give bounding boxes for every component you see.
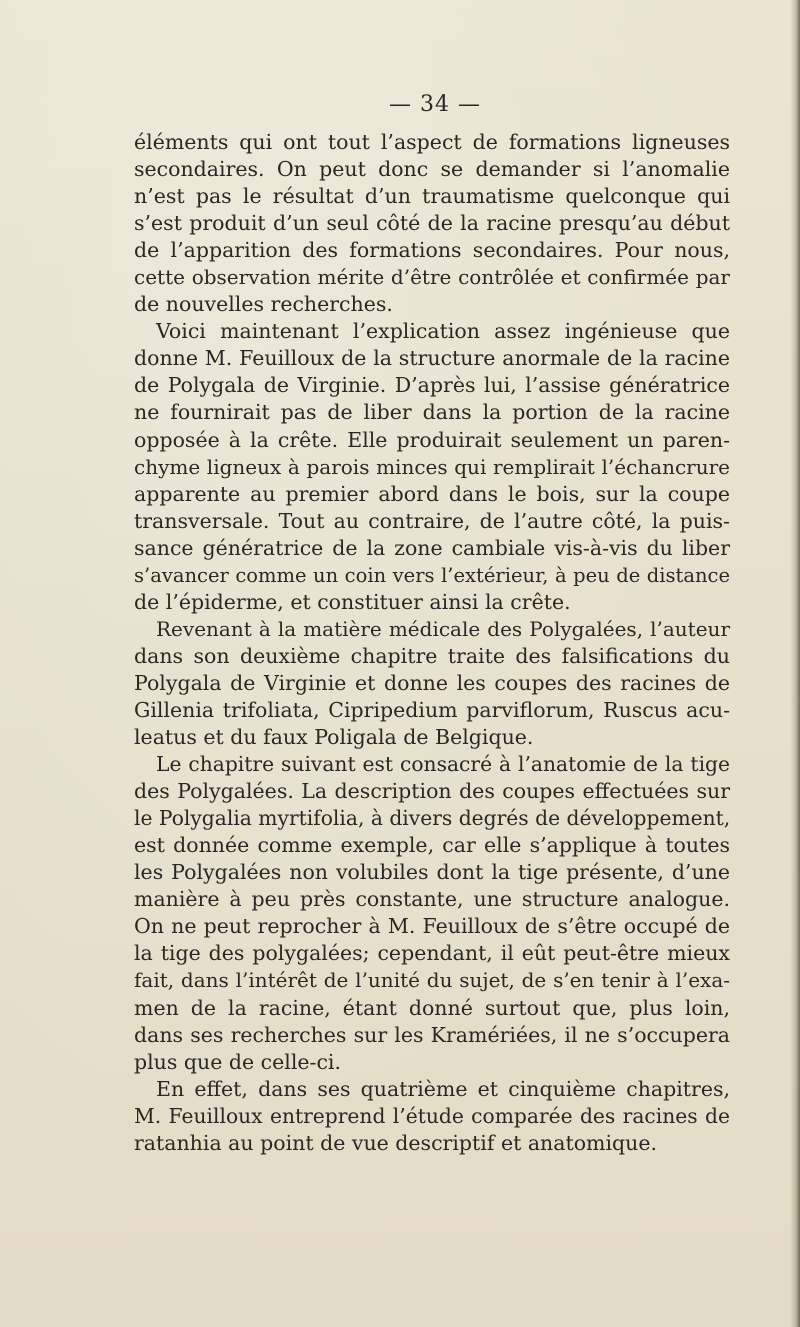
text-line: leatus et du faux Poligala de Belgique.	[134, 725, 534, 750]
text-line: En effet, dans ses quatrième et cinquième chapitres,	[156, 1076, 730, 1101]
page-number: — 34 —	[389, 92, 481, 117]
page-edge-shadow	[790, 0, 800, 1327]
text-line: de l’épiderme, et constituer ainsi la crête.	[134, 589, 571, 614]
text-line: ratanhia au point de vue descriptif et anatomique.	[134, 1130, 658, 1155]
text-line: le Polygalia myrtifolia, à divers degrés de développement,	[134, 806, 731, 831]
text-line: manière à peu près constante, une structure analogue.	[134, 887, 730, 912]
text-line: chyme ligneux à parois minces qui remplirait l’échancrure	[134, 454, 730, 479]
text-line: plus que de celle-ci.	[134, 1049, 342, 1074]
text-line: dans son deuxième chapitre traite des falsifications du	[134, 643, 730, 668]
body-text	[134, 129, 730, 1157]
text-line: de l’apparition des formations secondaires. Pour nous,	[134, 238, 730, 263]
text-line: sance génératrice de la zone cambiale vis-à-vis du liber	[134, 535, 730, 560]
text-line: Le chapitre suivant est consacré à l’anatomie de la tige	[156, 752, 730, 777]
text-line: cette observation mérite d’être contrôlée et confirmée par	[134, 265, 730, 290]
text-line: ne fournirait pas de liber dans la portion de la racine	[134, 400, 730, 425]
text-line: Revenant à la matière médicale des Polygalées, l’auteur	[156, 616, 730, 641]
text-line: transversale. Tout au contraire, de l’autre côté, la puis-	[134, 508, 730, 533]
text-line: opposée à la crête. Elle produirait seulement un paren-	[134, 427, 730, 452]
text-line: s’avancer comme un coin vers l’extérieur, à peu de distance	[134, 563, 730, 587]
text-line: apparente au premier abord dans le bois, sur la coupe	[134, 481, 730, 506]
text-line: M. Feuilloux entreprend l’étude comparée des racines de	[134, 1103, 730, 1128]
text-line: Voici maintenant l’explication assez ingénieuse que	[156, 319, 730, 344]
text-line: éléments qui ont tout l’aspect de formations ligneuses	[134, 130, 730, 154]
text-line: donne M. Feuilloux de la structure anormale de la racine	[134, 346, 730, 371]
text-line: les Polygalées non volubiles dont la tige présente, d’une	[134, 860, 730, 885]
text-line: Polygala de Virginie et donne les coupes des racines de	[134, 670, 730, 695]
text-line: fait, dans l’intérêt de l’unité du sujet, de s’en tenir à l’exa-	[134, 968, 730, 993]
text-line: des Polygalées. La description des coupes effectuées sur	[134, 779, 730, 804]
text-line: men de la racine, étant donné surtout que, plus loin,	[134, 995, 730, 1020]
text-line: dans ses recherches sur les Kramériées, il ne s’occupera	[134, 1022, 730, 1047]
text-line: On ne peut reprocher à M. Feuilloux de s’être occupé de	[134, 914, 730, 939]
text-line: de nouvelles recherches.	[134, 292, 393, 317]
text-line: est donnée comme exemple, car elle s’applique à toutes	[134, 833, 730, 858]
text-line: s’est produit d’un seul côté de la racine presqu’au début	[134, 211, 730, 236]
text-line: secondaires. On peut donc se demander si l’anomalie	[134, 157, 730, 182]
text-line: Gillenia trifoliata, Cipripedium parviflorum, Ruscus acu-	[134, 697, 730, 722]
text-line: n’est pas le résultat d’un traumatisme quelconque qui	[134, 184, 730, 209]
text-line: la tige des polygalées; cependant, il eût peut-être mieux	[134, 941, 730, 966]
text-line: de Polygala de Virginie. D’après lui, l’assise génératrice	[134, 373, 730, 398]
